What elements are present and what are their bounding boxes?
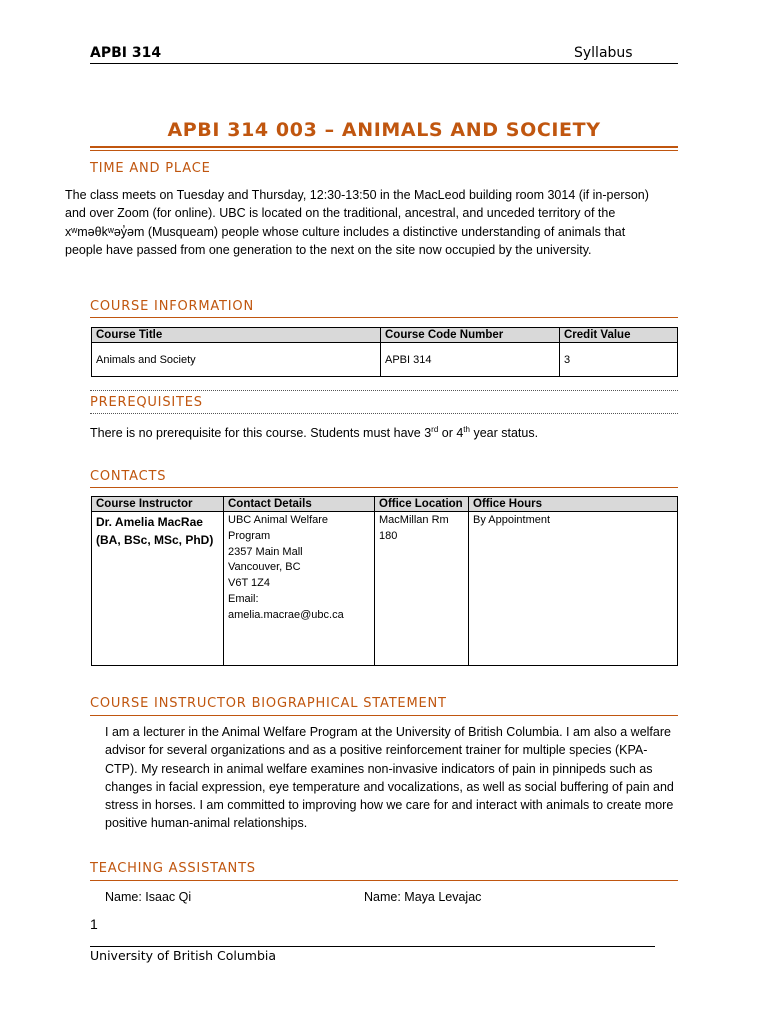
section-heading-contacts: CONTACTS xyxy=(90,469,167,484)
office-location-cell xyxy=(375,512,469,666)
column-header: Course Title xyxy=(92,328,381,343)
dotted-rule xyxy=(90,413,678,414)
section-rule xyxy=(90,880,678,881)
column-header: Course Instructor xyxy=(92,497,224,512)
ta-name-1: Name: Isaac Qi xyxy=(105,890,192,904)
course-title-cell: Animals and Society xyxy=(92,343,381,377)
column-header: Credit Value xyxy=(560,328,678,343)
office-hours-cell: By Appointment xyxy=(469,512,678,666)
section-rule xyxy=(90,317,678,318)
contact-line: UBC Animal Welfare xyxy=(228,514,329,526)
dotted-rule xyxy=(90,390,678,391)
section-heading-prereq: PREREQUISITES xyxy=(90,395,203,410)
credit-value-cell: 3 xyxy=(560,343,678,377)
page-title: APBI 314 003 – ANIMALS AND SOCIETY xyxy=(167,119,601,141)
header-divider xyxy=(90,63,678,64)
contact-line: V6T 1Z4 xyxy=(228,577,270,590)
instructor-email: amelia.macrae@ubc.ca xyxy=(228,608,344,621)
time-place-text: The class meets on Tuesday and Thursday, 12:30-13:50 in the MacLeod building room 3014 (if in-person) and over Zoom (for online). UBC is located on the traditional, ancestral, and unceded territory of the xʷməθkʷəy̓əm (Musqueam) people whose culture includes a distinctive understanding of animals that people have passed from one generation to the next on the site now occupied by the university. xyxy=(65,188,649,257)
course-info-table xyxy=(91,327,678,377)
location-line: 180 xyxy=(379,529,398,542)
footer-divider xyxy=(90,946,655,947)
section-heading-course-info: COURSE INFORMATION xyxy=(90,299,254,314)
instructor-cell xyxy=(92,512,224,666)
contact-line: Vancouver, BC xyxy=(228,561,301,574)
contact-line: Email: xyxy=(228,592,259,605)
section-heading-bio: COURSE INSTRUCTOR BIOGRAPHICAL STATEMENT xyxy=(90,696,447,711)
column-header: Office Hours xyxy=(469,497,678,512)
course-code-cell: APBI 314 xyxy=(381,343,560,377)
column-header: Office Location xyxy=(375,497,469,512)
location-line: MacMillan Rm xyxy=(379,514,449,526)
page-number: 1 xyxy=(90,916,98,932)
column-header: Contact Details xyxy=(224,497,375,512)
prereq-text: There is no prerequisite for this course. Students must have 3rd or 4th year status. xyxy=(90,424,539,440)
title-rule xyxy=(90,146,678,148)
header-course-code: APBI 314 xyxy=(90,45,162,61)
title-rule-thin xyxy=(90,150,678,151)
column-header: Course Code Number xyxy=(381,328,560,343)
section-rule xyxy=(90,487,678,488)
section-rule xyxy=(90,715,678,716)
contact-details-cell xyxy=(224,512,375,666)
header-doc-type: Syllabus xyxy=(574,45,633,61)
section-heading-tas: TEACHING ASSISTANTS xyxy=(90,861,256,876)
instructor-degrees: (BA, BSc, MSc, PhD) xyxy=(96,533,214,547)
contact-line: Program xyxy=(228,529,271,542)
bio-text: I am a lecturer in the Animal Welfare Program at the University of British Columbia. I am also a welfare advisor for several organizations and as a positive reinforcement trainer for multiple species (KPA-CTP). My research in animal welfare examines non-invasive indicators of pain in pinnipeds such as changes in facial expression, eye temperature and vocalizations, as well as social buffering of pain and stress in horses. I am committed to improving how we care for and interact with animals to create more positive human-animal relationships. xyxy=(105,725,674,831)
contact-line: 2357 Main Mall xyxy=(228,545,303,558)
section-heading-time-place: TIME AND PLACE xyxy=(90,161,211,176)
footer-institution: University of British Columbia xyxy=(90,948,277,963)
contacts-table xyxy=(91,496,678,666)
ta-name-2: Name: Maya Levajac xyxy=(364,890,482,904)
instructor-name: Dr. Amelia MacRae xyxy=(96,515,203,529)
